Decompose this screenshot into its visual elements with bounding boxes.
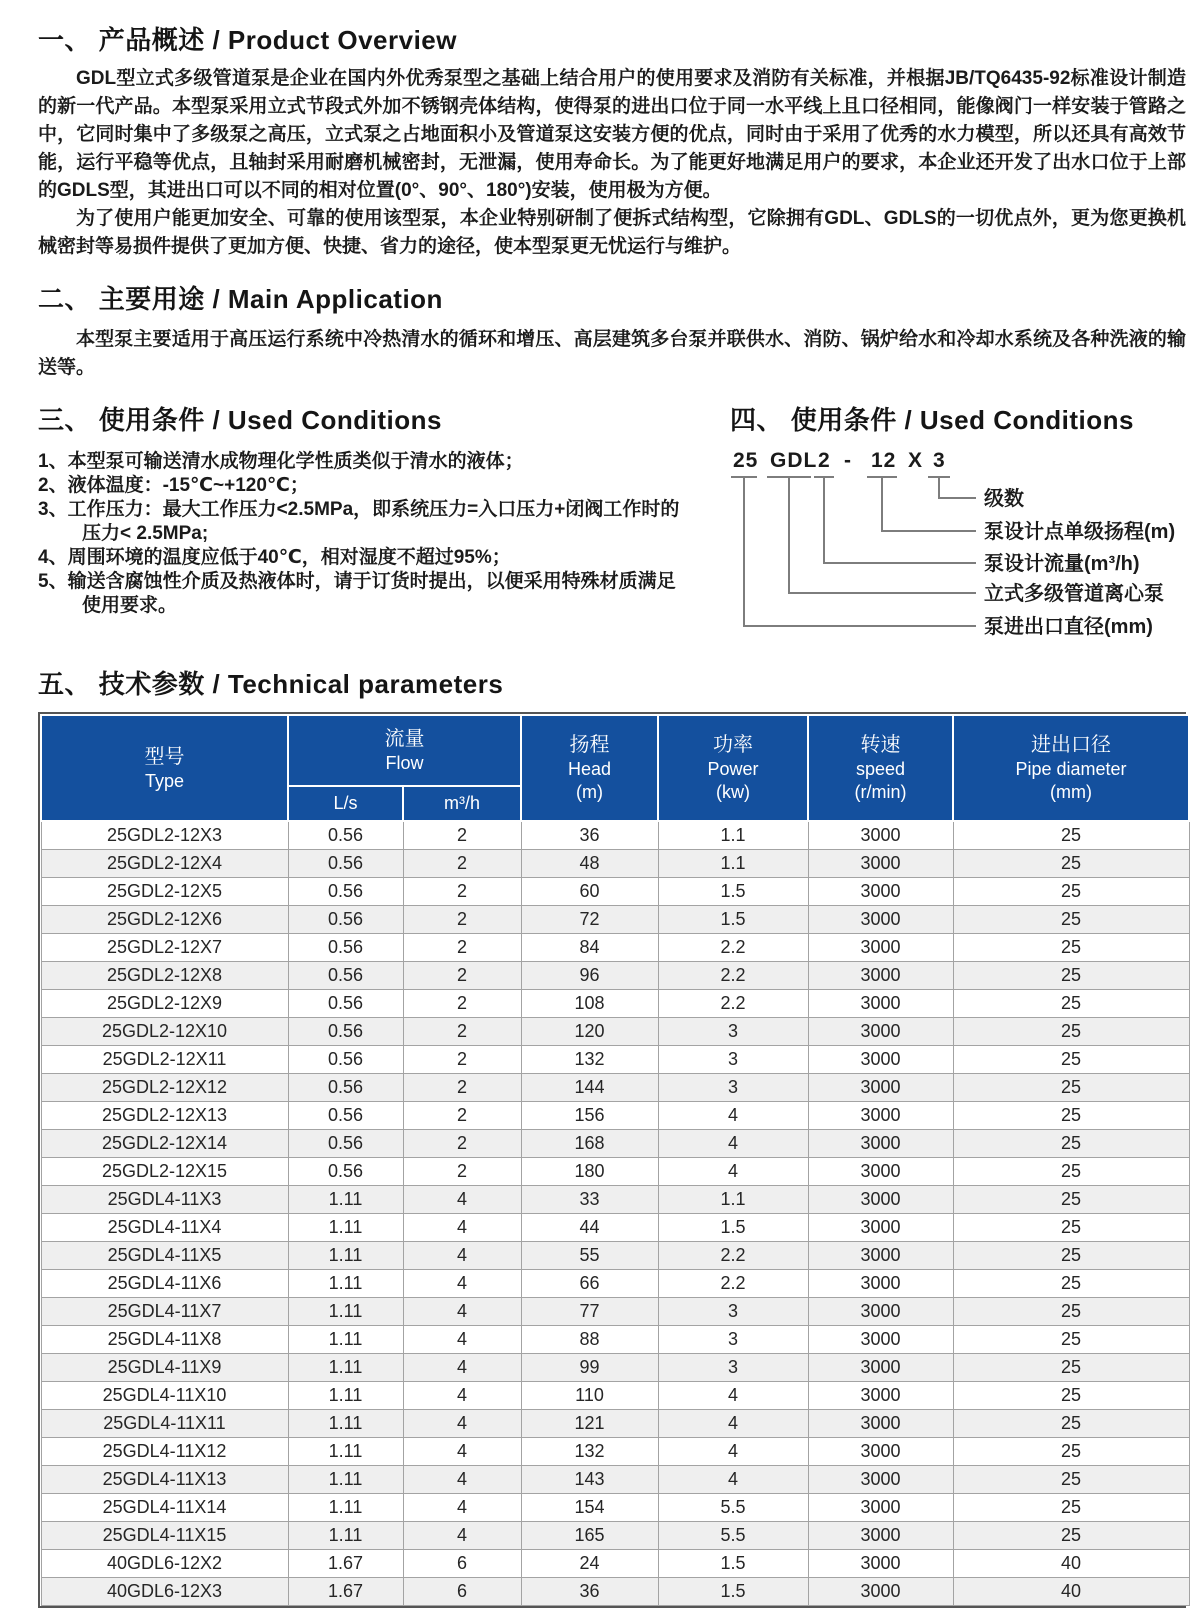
table-cell: 0.56 — [288, 1045, 403, 1073]
table-cell: 4 — [403, 1521, 521, 1549]
table-cell: 25 — [953, 961, 1189, 989]
col-header-flow-ls — [288, 786, 403, 821]
table-cell: 4 — [658, 1129, 808, 1157]
table-cell: 3 — [658, 1353, 808, 1381]
table-row — [41, 905, 1189, 933]
table-cell: 2 — [403, 989, 521, 1017]
table-cell: 3000 — [808, 1017, 953, 1045]
col-header-power — [658, 715, 808, 821]
table-cell: 25GDL2-12X9 — [41, 989, 288, 1017]
table-cell: 25GDL4-11X7 — [41, 1297, 288, 1325]
table-cell: 132 — [521, 1437, 658, 1465]
table-cell: 25GDL4-11X5 — [41, 1241, 288, 1269]
conditions-column — [38, 404, 730, 644]
table-cell: 2 — [403, 1073, 521, 1101]
overview-paragraph-2: 为了使用户能更加安全、可靠的使用该型泵，本企业特别研制了便拆式结构型，它除拥有GDL、GDLS的一切优点外，更为您更换机械密封等易损件提供了更加方便、快捷、省力的途径，使本型泵更无忧运行与维护。 — [38, 208, 1186, 257]
table-cell: 0.56 — [288, 1157, 403, 1185]
table-cell: 25GDL2-12X7 — [41, 933, 288, 961]
model-token-flow: 2 — [818, 449, 831, 472]
table-cell: 3000 — [808, 1577, 953, 1605]
table-cell: 3000 — [808, 1073, 953, 1101]
table-cell: 25 — [953, 905, 1189, 933]
table-cell: 25 — [953, 821, 1189, 849]
table-cell: 2 — [403, 877, 521, 905]
designation-label-diameter: 泵进出口直径(mm) — [984, 616, 1153, 638]
table-cell: 2.2 — [658, 989, 808, 1017]
table-cell: 25GDL4-11X10 — [41, 1381, 288, 1409]
table-cell: 25 — [953, 1101, 1189, 1129]
table-cell: 1.5 — [658, 877, 808, 905]
table-row — [41, 933, 1189, 961]
table-cell: 1.11 — [288, 1297, 403, 1325]
table-cell: 1.11 — [288, 1185, 403, 1213]
condition-item: 1、本型泵可输送清水成物理化学性质类似于清水的液体； — [38, 451, 524, 472]
table-cell: 4 — [403, 1269, 521, 1297]
table-cell: 25GDL4-11X13 — [41, 1465, 288, 1493]
table-cell: 36 — [521, 1577, 658, 1605]
table-cell: 25 — [953, 1157, 1189, 1185]
overview-paragraph-1: GDL型立式多级管道泵是企业在国内外优秀泵型之基础上结合用户的使用要求及消防有关标准，并根据JB/TQ6435-92标准设计制造的新一代产品。本型泵采用立式节段式外加不锈钢壳体结构，使得泵的进出口位于同一水平线上且口径相同，能像阀门一样安装于管路之中，它同时集中了多级泵之高压，立式泵之占地面积小及管道泵这安装方便的优点，同时由于采用了优秀的水力模型，所以还具有高效节能，运行平稳等优点，且轴封采用耐磨机械密封，无泄漏，使用寿命长。为了能更好地满足用户的要求，本企业还开发了出水口位于上部的GDLS型，其进出口可以不同的相对位置(0°、90°、180°)安装，使用极为方便。 — [38, 68, 1186, 201]
designation-label-stages: 级数 — [984, 488, 1024, 510]
table-cell: 3000 — [808, 905, 953, 933]
table-row — [41, 1325, 1189, 1353]
table-cell: 6 — [403, 1549, 521, 1577]
table-cell: 0.56 — [288, 877, 403, 905]
model-token-diameter: 25 — [733, 449, 759, 472]
table-row — [41, 1157, 1189, 1185]
table-cell: 25 — [953, 1437, 1189, 1465]
table-cell: 1.11 — [288, 1213, 403, 1241]
table-cell: 25 — [953, 1465, 1189, 1493]
table-cell: 25 — [953, 989, 1189, 1017]
table-cell: 88 — [521, 1325, 658, 1353]
table-row — [41, 1297, 1189, 1325]
table-cell: 2.2 — [658, 961, 808, 989]
col-header-speed — [808, 715, 953, 821]
table-cell: 3 — [658, 1017, 808, 1045]
table-cell: 110 — [521, 1381, 658, 1409]
table-cell: 4 — [403, 1241, 521, 1269]
table-cell: 72 — [521, 905, 658, 933]
table-cell: 1.11 — [288, 1437, 403, 1465]
model-token-x: X — [908, 449, 924, 472]
table-cell: 3000 — [808, 989, 953, 1017]
table-cell: 25GDL4-11X3 — [41, 1185, 288, 1213]
col-header-flow — [288, 715, 521, 786]
table-cell: 0.56 — [288, 1129, 403, 1157]
table-row — [41, 961, 1189, 989]
table-cell: 168 — [521, 1129, 658, 1157]
table-cell: 25 — [953, 1073, 1189, 1101]
table-row — [41, 1185, 1189, 1213]
table-cell: 25 — [953, 1129, 1189, 1157]
table-cell: 40GDL6-12X3 — [41, 1577, 288, 1605]
table-row — [41, 1073, 1189, 1101]
table-cell: 25 — [953, 1409, 1189, 1437]
table-cell: 2.2 — [658, 1269, 808, 1297]
table-row — [41, 849, 1189, 877]
col-header-pipe-zh: 进出口径 — [1031, 734, 1111, 756]
table-cell: 3000 — [808, 1297, 953, 1325]
table-cell: 84 — [521, 933, 658, 961]
col-header-type-zh: 型号 — [144, 745, 185, 768]
table-cell: 4 — [658, 1409, 808, 1437]
table-cell: 1.5 — [658, 1213, 808, 1241]
table-cell: 1.67 — [288, 1577, 403, 1605]
col-header-speed-en: speed — [855, 759, 906, 779]
table-cell: 2 — [403, 821, 521, 849]
table-cell: 0.56 — [288, 905, 403, 933]
table-cell: 1.5 — [658, 905, 808, 933]
table-cell: 25GDL4-11X4 — [41, 1213, 288, 1241]
model-token-series: GDL — [770, 449, 818, 472]
col-header-speed-zh: 转速 — [860, 734, 901, 756]
table-cell: 0.56 — [288, 1101, 403, 1129]
table-cell: 4 — [403, 1409, 521, 1437]
table-cell: 132 — [521, 1045, 658, 1073]
table-cell: 0.56 — [288, 933, 403, 961]
table-cell: 48 — [521, 849, 658, 877]
col-header-power-en: Power — [707, 759, 759, 779]
table-cell: 2 — [403, 1017, 521, 1045]
table-cell: 2.2 — [658, 933, 808, 961]
table-cell: 121 — [521, 1409, 658, 1437]
table-cell: 1.11 — [288, 1325, 403, 1353]
table-cell: 25 — [953, 1269, 1189, 1297]
col-header-speed-unit: (r/min) — [854, 782, 907, 802]
table-cell: 25 — [953, 1213, 1189, 1241]
table-cell: 24 — [521, 1549, 658, 1577]
table-cell: 143 — [521, 1465, 658, 1493]
table-cell: 3000 — [808, 1409, 953, 1437]
table-cell: 25GDL2-12X10 — [41, 1017, 288, 1045]
table-cell: 3 — [658, 1297, 808, 1325]
table-cell: 3000 — [808, 1269, 953, 1297]
table-cell: 2 — [403, 1157, 521, 1185]
connector-stages — [939, 477, 976, 498]
table-cell: 1.11 — [288, 1409, 403, 1437]
table-row — [41, 1269, 1189, 1297]
table-cell: 25GDL4-11X15 — [41, 1521, 288, 1549]
table-cell: 0.56 — [288, 961, 403, 989]
table-cell: 44 — [521, 1213, 658, 1241]
table-row — [41, 1353, 1189, 1381]
table-cell: 0.56 — [288, 849, 403, 877]
table-cell: 25GDL2-12X8 — [41, 961, 288, 989]
col-header-flow-m3h — [403, 786, 521, 821]
table-cell: 1.11 — [288, 1353, 403, 1381]
col-header-type-en: Type — [144, 770, 185, 791]
table-cell: 25GDL2-12X5 — [41, 877, 288, 905]
table-cell: 25GDL2-12X12 — [41, 1073, 288, 1101]
table-cell: 25GDL2-12X11 — [41, 1045, 288, 1073]
table-cell: 3000 — [808, 1353, 953, 1381]
table-cell: 25 — [953, 877, 1189, 905]
table-cell: 4 — [658, 1381, 808, 1409]
table-cell: 36 — [521, 821, 658, 849]
table-cell: 3 — [658, 1073, 808, 1101]
table-cell: 3000 — [808, 1465, 953, 1493]
table-row — [41, 1465, 1189, 1493]
col-header-flow-en: Flow — [385, 753, 424, 773]
table-cell: 4 — [403, 1185, 521, 1213]
designation-column — [730, 404, 1186, 644]
table-cell: 1.67 — [288, 1549, 403, 1577]
conditions-heading: 三、 使用条件 / Used Conditions — [38, 405, 442, 435]
col-header-head-zh: 扬程 — [569, 734, 610, 756]
table-cell: 1.1 — [658, 1185, 808, 1213]
table-cell: 4 — [403, 1493, 521, 1521]
table-cell: 3000 — [808, 1157, 953, 1185]
connector-diameter — [744, 477, 976, 626]
table-row — [41, 1437, 1189, 1465]
table-cell: 3000 — [808, 1185, 953, 1213]
table-cell: 33 — [521, 1185, 658, 1213]
table-cell: 25 — [953, 1353, 1189, 1381]
table-cell: 4 — [658, 1157, 808, 1185]
table-cell: 2 — [403, 905, 521, 933]
table-row — [41, 1493, 1189, 1521]
table-cell: 25 — [953, 1045, 1189, 1073]
connector-flow — [824, 477, 976, 563]
table-cell: 3000 — [808, 933, 953, 961]
table-cell: 66 — [521, 1269, 658, 1297]
table-cell: 4 — [403, 1353, 521, 1381]
table-cell: 25 — [953, 849, 1189, 877]
model-designation-diagram — [730, 446, 1186, 644]
table-cell: 25 — [953, 1297, 1189, 1325]
table-cell: 2 — [403, 933, 521, 961]
table-cell: 77 — [521, 1297, 658, 1325]
col-header-power-unit: (kw) — [716, 782, 750, 802]
model-token-stages: 3 — [933, 449, 946, 472]
table-cell: 3 — [658, 1325, 808, 1353]
table-cell: 25GDL2-12X13 — [41, 1101, 288, 1129]
table-cell: 108 — [521, 989, 658, 1017]
table-cell: 3000 — [808, 877, 953, 905]
table-cell: 25GDL2-12X4 — [41, 849, 288, 877]
table-cell: 25GDL4-11X8 — [41, 1325, 288, 1353]
model-token-dash: - — [844, 449, 852, 472]
condition-item: 2、液体温度：-15℃~+120℃； — [38, 475, 309, 496]
condition-item: 3、工作压力：最大工作压力<2.5MPa，即系统压力=入口压力+闭阀工作时的压力< 2.5MPa; — [38, 499, 680, 544]
table-cell: 1.11 — [288, 1521, 403, 1549]
table-cell: 1.5 — [658, 1549, 808, 1577]
table-cell: 5.5 — [658, 1493, 808, 1521]
table-cell: 25GDL4-11X6 — [41, 1269, 288, 1297]
conditions-designation-row — [38, 404, 1186, 644]
table-cell: 4 — [658, 1465, 808, 1493]
table-cell: 2 — [403, 961, 521, 989]
table-row — [41, 1017, 1189, 1045]
col-header-pipe — [953, 715, 1189, 821]
table-cell: 1.11 — [288, 1381, 403, 1409]
model-token-head: 12 — [871, 449, 897, 472]
table-cell: 3000 — [808, 1129, 953, 1157]
table-cell: 1.1 — [658, 849, 808, 877]
table-row — [41, 821, 1189, 849]
table-cell: 4 — [658, 1437, 808, 1465]
table-cell: 3000 — [808, 1437, 953, 1465]
table-cell: 3000 — [808, 1381, 953, 1409]
table-cell: 25GDL4-11X9 — [41, 1353, 288, 1381]
col-header-pipe-en: Pipe diameter — [1015, 759, 1127, 779]
table-row — [41, 1577, 1189, 1605]
table-cell: 3000 — [808, 961, 953, 989]
table-cell: 3000 — [808, 1101, 953, 1129]
table-cell: 1.11 — [288, 1465, 403, 1493]
table-cell: 2.2 — [658, 1241, 808, 1269]
table-cell: 2 — [403, 1045, 521, 1073]
table-cell: 25 — [953, 1241, 1189, 1269]
table-cell: 25GDL2-12X3 — [41, 821, 288, 849]
table-cell: 4 — [403, 1297, 521, 1325]
table-cell: 154 — [521, 1493, 658, 1521]
parameters-table-head — [41, 715, 1189, 821]
table-row — [41, 1549, 1189, 1577]
table-cell: 1.1 — [658, 821, 808, 849]
table-cell: 5.5 — [658, 1521, 808, 1549]
table-cell: 99 — [521, 1353, 658, 1381]
table-cell: 4 — [403, 1381, 521, 1409]
condition-item: 5、输送含腐蚀性介质及热液体时，请于订货时提出，以便采用特殊材质满足使用要求。 — [38, 571, 676, 616]
conditions-list — [38, 450, 690, 618]
table-cell: 25GDL2-12X6 — [41, 905, 288, 933]
col-header-flow-zh: 流量 — [384, 728, 425, 750]
table-cell: 3000 — [808, 1213, 953, 1241]
table-cell: 0.56 — [288, 1073, 403, 1101]
table-cell: 180 — [521, 1157, 658, 1185]
application-paragraph: 本型泵主要适用于高压运行系统中冷热清水的循环和增压、高层建筑多台泵并联供水、消防、锅炉给水和冷却水系统及各种洗液的输送等。 — [38, 329, 1186, 378]
table-cell: 3000 — [808, 1325, 953, 1353]
parameters-table — [40, 714, 1190, 1606]
table-cell: 0.56 — [288, 1017, 403, 1045]
table-cell: 4 — [403, 1465, 521, 1493]
table-cell: 0.56 — [288, 821, 403, 849]
table-cell: 4 — [403, 1437, 521, 1465]
table-cell: 40 — [953, 1549, 1189, 1577]
col-header-flow-ls-label: L/s — [333, 793, 358, 813]
table-cell: 3000 — [808, 1549, 953, 1577]
col-header-flow-m3h-label: m³/h — [444, 793, 480, 813]
table-cell: 25GDL4-11X14 — [41, 1493, 288, 1521]
table-cell: 25 — [953, 1493, 1189, 1521]
table-cell: 40 — [953, 1577, 1189, 1605]
table-cell: 1.11 — [288, 1269, 403, 1297]
col-header-power-zh: 功率 — [713, 734, 753, 756]
designation-heading: 四、 使用条件 / Used Conditions — [730, 405, 1134, 435]
table-cell: 55 — [521, 1241, 658, 1269]
table-cell: 4 — [403, 1213, 521, 1241]
table-cell: 25GDL4-11X12 — [41, 1437, 288, 1465]
table-cell: 6 — [403, 1577, 521, 1605]
parameters-table-wrapper — [38, 712, 1186, 1608]
designation-label-head: 泵设计点单级扬程(m) — [984, 521, 1176, 543]
table-cell: 144 — [521, 1073, 658, 1101]
table-cell: 2 — [403, 1129, 521, 1157]
table-row — [41, 1381, 1189, 1409]
table-cell: 3000 — [808, 1045, 953, 1073]
designation-label-flow: 泵设计流量(m³/h) — [984, 553, 1140, 575]
col-header-type — [41, 715, 288, 821]
table-cell: 25 — [953, 933, 1189, 961]
parameters-table-body — [41, 821, 1189, 1605]
col-header-head-en: Head — [567, 759, 612, 779]
condition-item: 4、周围环境的温度应低于40℃，相对湿度不超过95%； — [38, 547, 511, 568]
table-cell: 0.56 — [288, 989, 403, 1017]
col-header-head-unit: (m) — [576, 782, 603, 802]
col-header-pipe-unit: (mm) — [1050, 782, 1092, 802]
table-cell: 2 — [403, 1101, 521, 1129]
table-cell: 25 — [953, 1521, 1189, 1549]
table-row — [41, 1213, 1189, 1241]
table-cell: 4 — [658, 1101, 808, 1129]
table-cell: 156 — [521, 1101, 658, 1129]
table-row — [41, 877, 1189, 905]
table-row — [41, 1045, 1189, 1073]
table-cell: 96 — [521, 961, 658, 989]
table-cell: 3000 — [808, 821, 953, 849]
table-cell: 25GDL2-12X15 — [41, 1157, 288, 1185]
table-cell: 25GDL4-11X11 — [41, 1409, 288, 1437]
designation-label-series: 立式多级管道离心泵 — [984, 583, 1164, 605]
table-row — [41, 1129, 1189, 1157]
table-cell: 25 — [953, 1381, 1189, 1409]
table-row — [41, 989, 1189, 1017]
table-cell: 40GDL6-12X2 — [41, 1549, 288, 1577]
table-cell: 2 — [403, 849, 521, 877]
overview-heading: 一、 产品概述 / Product Overview — [38, 25, 457, 55]
table-cell: 25GDL2-12X14 — [41, 1129, 288, 1157]
table-cell: 165 — [521, 1521, 658, 1549]
table-cell: 1.5 — [658, 1577, 808, 1605]
table-row — [41, 1241, 1189, 1269]
table-cell: 3000 — [808, 1241, 953, 1269]
table-cell: 120 — [521, 1017, 658, 1045]
connector-head — [882, 477, 976, 531]
table-cell: 1.11 — [288, 1241, 403, 1269]
table-cell: 3000 — [808, 1493, 953, 1521]
application-heading: 二、 主要用途 / Main Application — [38, 284, 443, 314]
table-cell: 1.11 — [288, 1493, 403, 1521]
table-cell: 25 — [953, 1017, 1189, 1045]
table-cell: 25 — [953, 1185, 1189, 1213]
table-cell: 3000 — [808, 1521, 953, 1549]
table-row — [41, 1409, 1189, 1437]
table-cell: 60 — [521, 877, 658, 905]
table-row — [41, 1521, 1189, 1549]
table-cell: 4 — [403, 1325, 521, 1353]
table-cell: 3000 — [808, 849, 953, 877]
table-row — [41, 1101, 1189, 1129]
table-cell: 25 — [953, 1325, 1189, 1353]
parameters-heading: 五、 技术参数 / Technical parameters — [38, 669, 504, 699]
col-header-head — [521, 715, 658, 821]
table-cell: 3 — [658, 1045, 808, 1073]
